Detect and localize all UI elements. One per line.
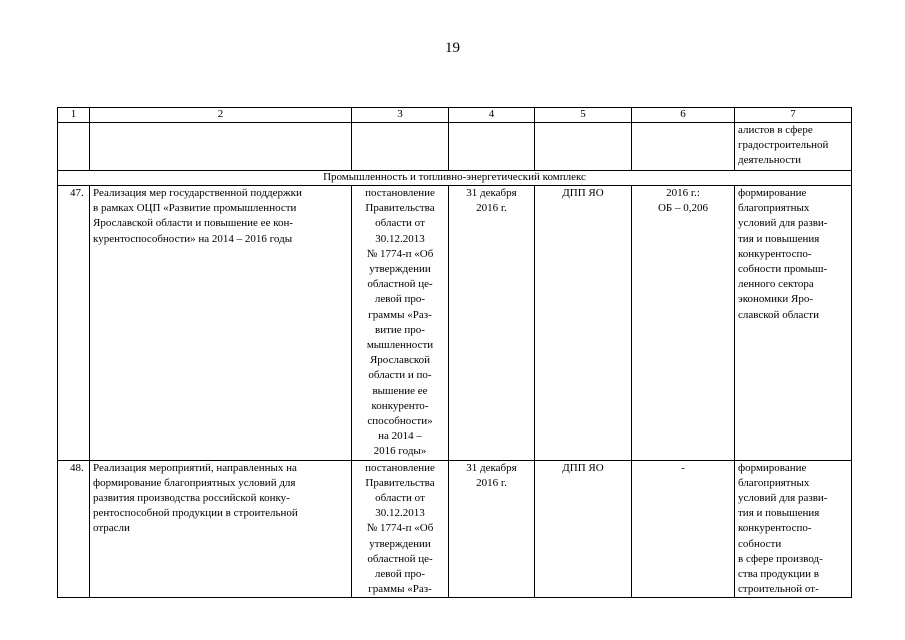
measures-table: [57, 107, 852, 598]
executor-cell: ДПП ЯО: [535, 186, 632, 461]
text-line: № 1774-п «Об: [366, 522, 434, 535]
column-number: 1: [58, 108, 90, 123]
text-line: утверждении: [369, 537, 431, 550]
result-cell: [735, 186, 852, 461]
text-line: рентоспособной продукции в строительной: [93, 507, 298, 520]
text-line: градостроительной: [738, 139, 829, 152]
column-number-row: [58, 108, 852, 123]
text-line: собности: [738, 537, 782, 550]
text-line: областной це-: [367, 278, 433, 291]
text-line: 30.12.2013: [375, 232, 425, 245]
empty-cell: [58, 123, 90, 171]
basis-cell: [352, 460, 449, 598]
column-number: 3: [352, 108, 449, 123]
empty-cell: [449, 123, 535, 171]
text-line: формирование: [738, 187, 807, 199]
text-line: развития производства российской конку-: [93, 492, 290, 505]
text-line: утверждении: [369, 263, 431, 276]
text-line: 2016 годы»: [373, 445, 427, 458]
text-line: способности»: [367, 415, 433, 428]
text-line: вышение ее: [372, 384, 428, 397]
text-line: тия и повышения: [738, 232, 820, 245]
text-line: левой про-: [374, 568, 426, 581]
column-number: 2: [90, 108, 352, 123]
text-line: постановление: [365, 461, 435, 474]
result-cell: [735, 123, 852, 171]
column-number: 4: [449, 108, 535, 123]
row-number: 48.: [58, 460, 90, 598]
text-line: Ярославской области и повышение ее кон-: [93, 217, 294, 230]
text-line: области от: [375, 492, 425, 505]
text-line: Правительства: [365, 476, 435, 489]
funding-cell: [632, 460, 735, 598]
text-line: Реализация мер государственной поддержки: [93, 187, 302, 199]
text-line: 2016 г.: [476, 476, 507, 489]
deadline-cell: [449, 186, 535, 461]
text-line: собности промыш-: [738, 263, 828, 276]
text-line: постановление: [365, 187, 435, 199]
text-line: витие про-: [375, 323, 425, 336]
section-header-row: [58, 171, 852, 186]
column-number: 7: [735, 108, 852, 123]
executor-cell: ДПП ЯО: [535, 460, 632, 598]
column-number: 5: [535, 108, 632, 123]
text-line: ства продукции в: [738, 568, 819, 581]
text-line: ОБ – 0,206: [657, 202, 708, 215]
text-line: области от: [375, 217, 425, 230]
text-line: Реализация мероприятий, направленных на: [93, 461, 297, 474]
measure-cell: [90, 186, 352, 461]
text-line: -: [681, 461, 685, 474]
funding-cell: [632, 186, 735, 461]
text-line: экономики Яро-: [738, 293, 814, 306]
text-line: ленного сектора: [738, 278, 814, 291]
basis-cell: [352, 186, 449, 461]
text-line: 2016 г.:: [666, 187, 700, 199]
text-line: Правительства: [365, 202, 435, 215]
text-line: строительной от-: [738, 583, 819, 596]
text-line: мышленности: [366, 339, 434, 352]
text-line: конкурентоспо-: [738, 247, 812, 260]
text-line: благоприятных: [738, 202, 810, 215]
text-line: формирование: [738, 461, 807, 474]
section-title: Промышленность и топливно-энергетический комплекс: [58, 171, 852, 186]
text-line: в рамках ОЦП «Развитие промышленности: [93, 202, 297, 215]
text-line: граммы «Раз-: [368, 583, 432, 596]
text-line: в сфере производ-: [738, 552, 823, 565]
text-line: условий для разви-: [738, 492, 828, 505]
text-line: славской области: [738, 308, 819, 321]
text-line: 30.12.2013: [375, 507, 425, 520]
text-line: тия и повышения: [738, 507, 820, 520]
text-line: области и по-: [368, 369, 432, 382]
text-line: граммы «Раз-: [368, 308, 432, 321]
measure-cell: [90, 460, 352, 598]
text-line: 31 декабря: [466, 461, 517, 474]
deadline-cell: [449, 460, 535, 598]
column-number: 6: [632, 108, 735, 123]
text-line: деятельности: [738, 154, 801, 167]
text-line: № 1774-п «Об: [366, 247, 434, 260]
text-line: областной це-: [367, 552, 433, 565]
table-row: [58, 186, 852, 461]
empty-cell: [632, 123, 735, 171]
text-line: курентоспособности» на 2014 – 2016 годы: [93, 232, 293, 245]
text-line: условий для разви-: [738, 217, 828, 230]
text-line: Ярославской: [369, 354, 431, 367]
continuation-row: [58, 123, 852, 171]
text-line: левой про-: [374, 293, 426, 306]
text-line: 2016 г.: [476, 202, 507, 215]
text-line: конкуренто-: [371, 399, 429, 412]
empty-cell: [90, 123, 352, 171]
text-line: алистов в сфере: [738, 124, 813, 136]
row-number: 47.: [58, 186, 90, 461]
page-number: 19: [445, 40, 460, 56]
table-row: [58, 460, 852, 598]
text-line: отрасли: [93, 522, 130, 535]
text-line: на 2014 –: [378, 430, 422, 443]
empty-cell: [535, 123, 632, 171]
text-line: благоприятных: [738, 476, 810, 489]
text-line: конкурентоспо-: [738, 522, 812, 535]
result-cell: [735, 460, 852, 598]
text-line: 31 декабря: [466, 187, 517, 199]
empty-cell: [352, 123, 449, 171]
text-line: формирование благоприятных условий для: [93, 476, 296, 489]
